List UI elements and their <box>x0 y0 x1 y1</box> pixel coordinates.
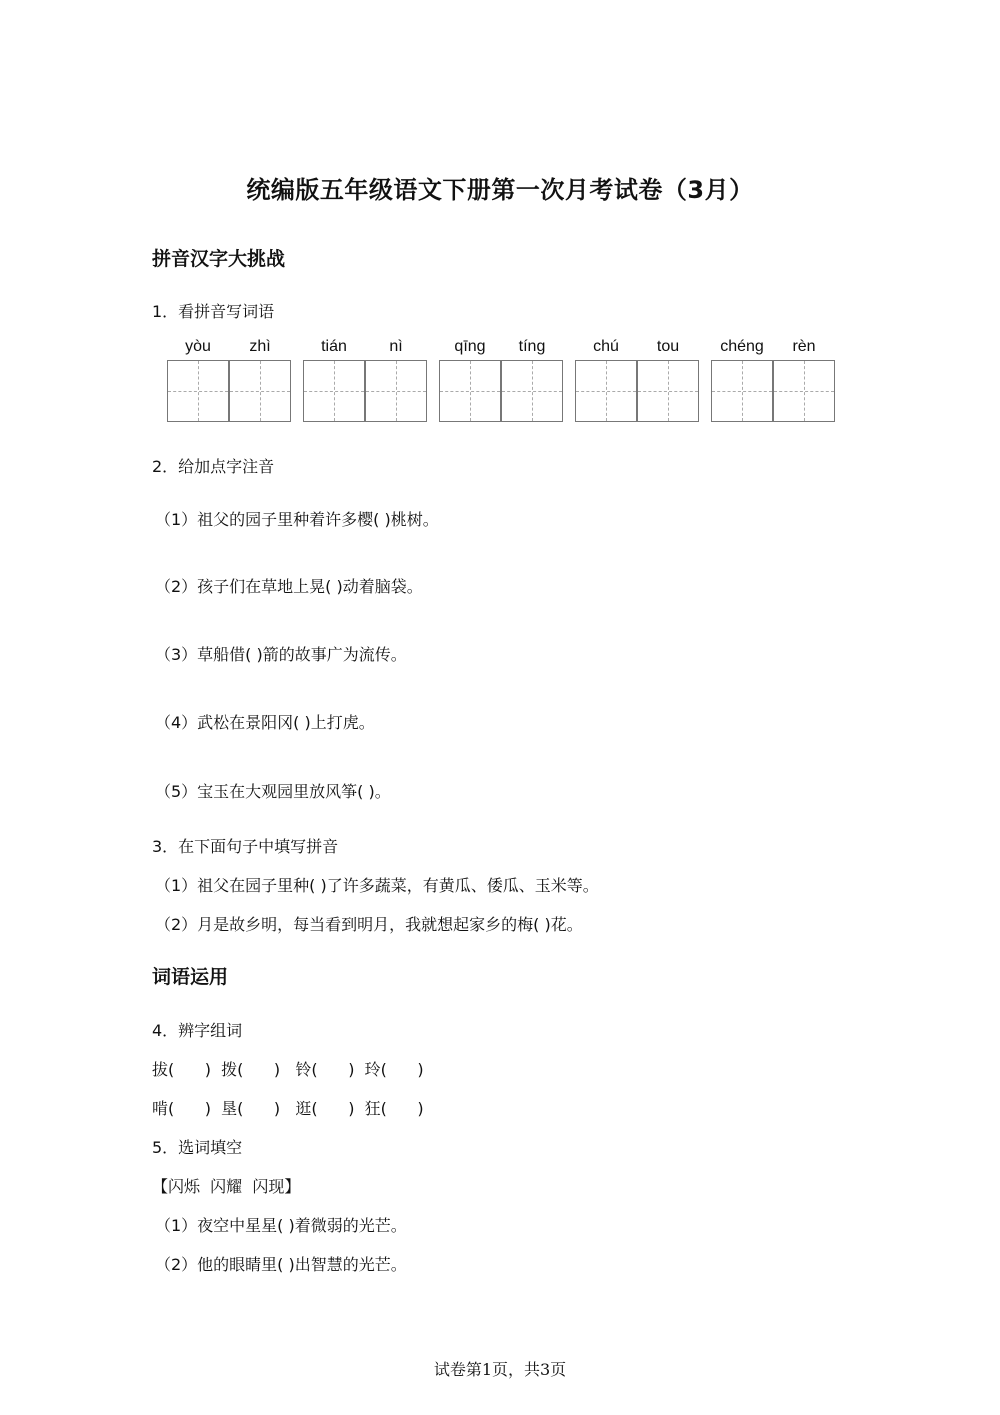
pinyin-label: rèn <box>792 338 816 355</box>
pinyin-label: tou <box>656 338 680 355</box>
writing-box[interactable] <box>365 360 427 422</box>
writing-box[interactable] <box>773 360 835 422</box>
writing-box[interactable] <box>575 360 637 422</box>
writing-box[interactable] <box>501 360 563 422</box>
writing-box[interactable] <box>637 360 699 422</box>
question-2-item: （4）武松在景阳冈( )上打虎。 <box>155 713 375 732</box>
question-5-label: 5．选词填空 <box>152 1138 243 1157</box>
question-2-item: （1）祖父的园子里种着许多樱( )桃树。 <box>155 510 439 529</box>
pinyin-label: qīng <box>454 338 486 355</box>
question-4-row: 拔( ) 拨( ) 铃( ) 玲( ) <box>152 1060 424 1079</box>
question-1-label: 1．看拼音写词语 <box>152 302 275 321</box>
pinyin-label: tián <box>321 338 347 355</box>
question-3-item: （2）月是故乡明，每当看到明月，我就想起家乡的梅( )花。 <box>155 915 583 934</box>
pinyin-label: zhì <box>249 338 271 355</box>
question-2-item: （3）草船借( )箭的故事广为流传。 <box>155 645 407 664</box>
question-5-item: （1）夜空中星星( )着微弱的光芒。 <box>155 1216 407 1235</box>
pinyin-label: yòu <box>185 338 211 355</box>
question-4-row: 啃( ) 垦( ) 逛( ) 狂( ) <box>152 1099 424 1118</box>
writing-box[interactable] <box>439 360 501 422</box>
word-options: 【闪烁 闪耀 闪现】 <box>152 1177 301 1196</box>
writing-box[interactable] <box>167 360 229 422</box>
page-footer: 试卷第1页，共3页 <box>433 1360 567 1379</box>
page-title: 统编版五年级语文下册第一次月考试卷（3月） <box>246 176 754 204</box>
writing-box[interactable] <box>303 360 365 422</box>
section-heading-words: 词语运用 <box>152 966 229 988</box>
question-2-label: 2．给加点字注音 <box>152 457 275 476</box>
section-heading-pinyin: 拼音汉字大挑战 <box>152 248 286 270</box>
question-2-item: （5）宝玉在大观园里放风筝( )。 <box>155 782 391 801</box>
question-3-label: 3．在下面句子中填写拼音 <box>152 837 339 856</box>
question-3-item: （1）祖父在园子里种( )了许多蔬菜，有黄瓜、倭瓜、玉米等。 <box>155 876 599 895</box>
pinyin-label: chú <box>593 338 619 355</box>
question-2-item: （2）孩子们在草地上晃( )动着脑袋。 <box>155 577 423 596</box>
pinyin-label: tíng <box>518 338 546 355</box>
question-4-label: 4．辨字组词 <box>152 1021 243 1040</box>
writing-box[interactable] <box>711 360 773 422</box>
pinyin-label: chéng <box>720 338 764 355</box>
question-5-item: （2）他的眼睛里( )出智慧的光芒。 <box>155 1255 407 1274</box>
pinyin-label: nì <box>389 338 403 355</box>
writing-box[interactable] <box>229 360 291 422</box>
